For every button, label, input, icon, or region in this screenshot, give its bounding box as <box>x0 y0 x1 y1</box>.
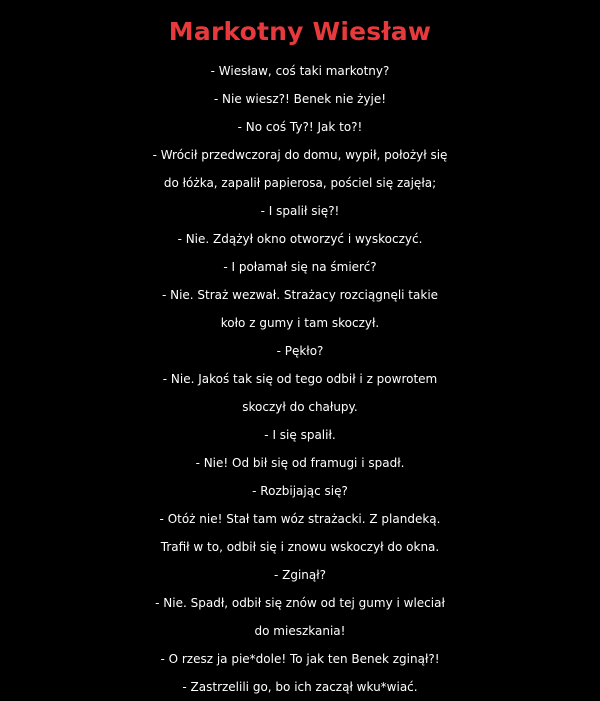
joke-line: - Rozbijając się? <box>252 484 348 498</box>
joke-line: skoczył do chałupy. <box>242 400 358 414</box>
joke-line: - Pękło? <box>276 344 324 358</box>
joke-line: - Zastrzelili go, bo ich zaczął wku*wiać. <box>182 680 418 694</box>
joke-line: Trafił w to, odbił się i znowu wskoczył do okna. <box>160 540 440 554</box>
joke-line: - Nie wiesz?! Benek nie żyje! <box>213 92 387 106</box>
joke-line: do łóżka, zapalił papierosa, pościel się zajęła; <box>163 176 437 190</box>
joke-line: - Nie. Spadł, odbił się znów od tej gumy i wleciał <box>155 596 445 610</box>
joke-line: - Zginął? <box>273 568 327 582</box>
joke-line: - I spalił się?! <box>260 204 340 218</box>
joke-line: - O rzesz ja pie*dole! To jak ten Benek zginął?! <box>160 652 440 666</box>
joke-title: Markotny Wiesław <box>168 17 432 46</box>
joke-line: - Otóż nie! Stał tam wóz strażacki. Z plandeką. <box>159 512 441 526</box>
joke-line: - Wiesław, coś taki markotny? <box>210 64 390 78</box>
joke-line: - Nie. Zdążył okno otworzyć i wyskoczyć. <box>177 232 423 246</box>
joke-line: - Nie. Jakoś tak się od tego odbił i z powrotem <box>162 372 438 386</box>
joke-line: do mieszkania! <box>254 624 346 638</box>
joke-line: koło z gumy i tam skoczył. <box>220 316 380 330</box>
joke-lines <box>0 57 600 701</box>
joke-line: - Nie. Straż wezwał. Strażacy rozciągnęli takie <box>161 288 439 302</box>
joke-line: - No coś Ty?! Jak to?! <box>237 120 363 134</box>
joke-line: - I połamał się na śmierć? <box>223 260 377 274</box>
joke-line: - Nie! Od bił się od framugi i spadł. <box>195 456 405 470</box>
joke-line: - I się spalił. <box>264 428 336 442</box>
joke-line: - Wrócił przedwczoraj do domu, wypił, położył się <box>152 148 448 162</box>
